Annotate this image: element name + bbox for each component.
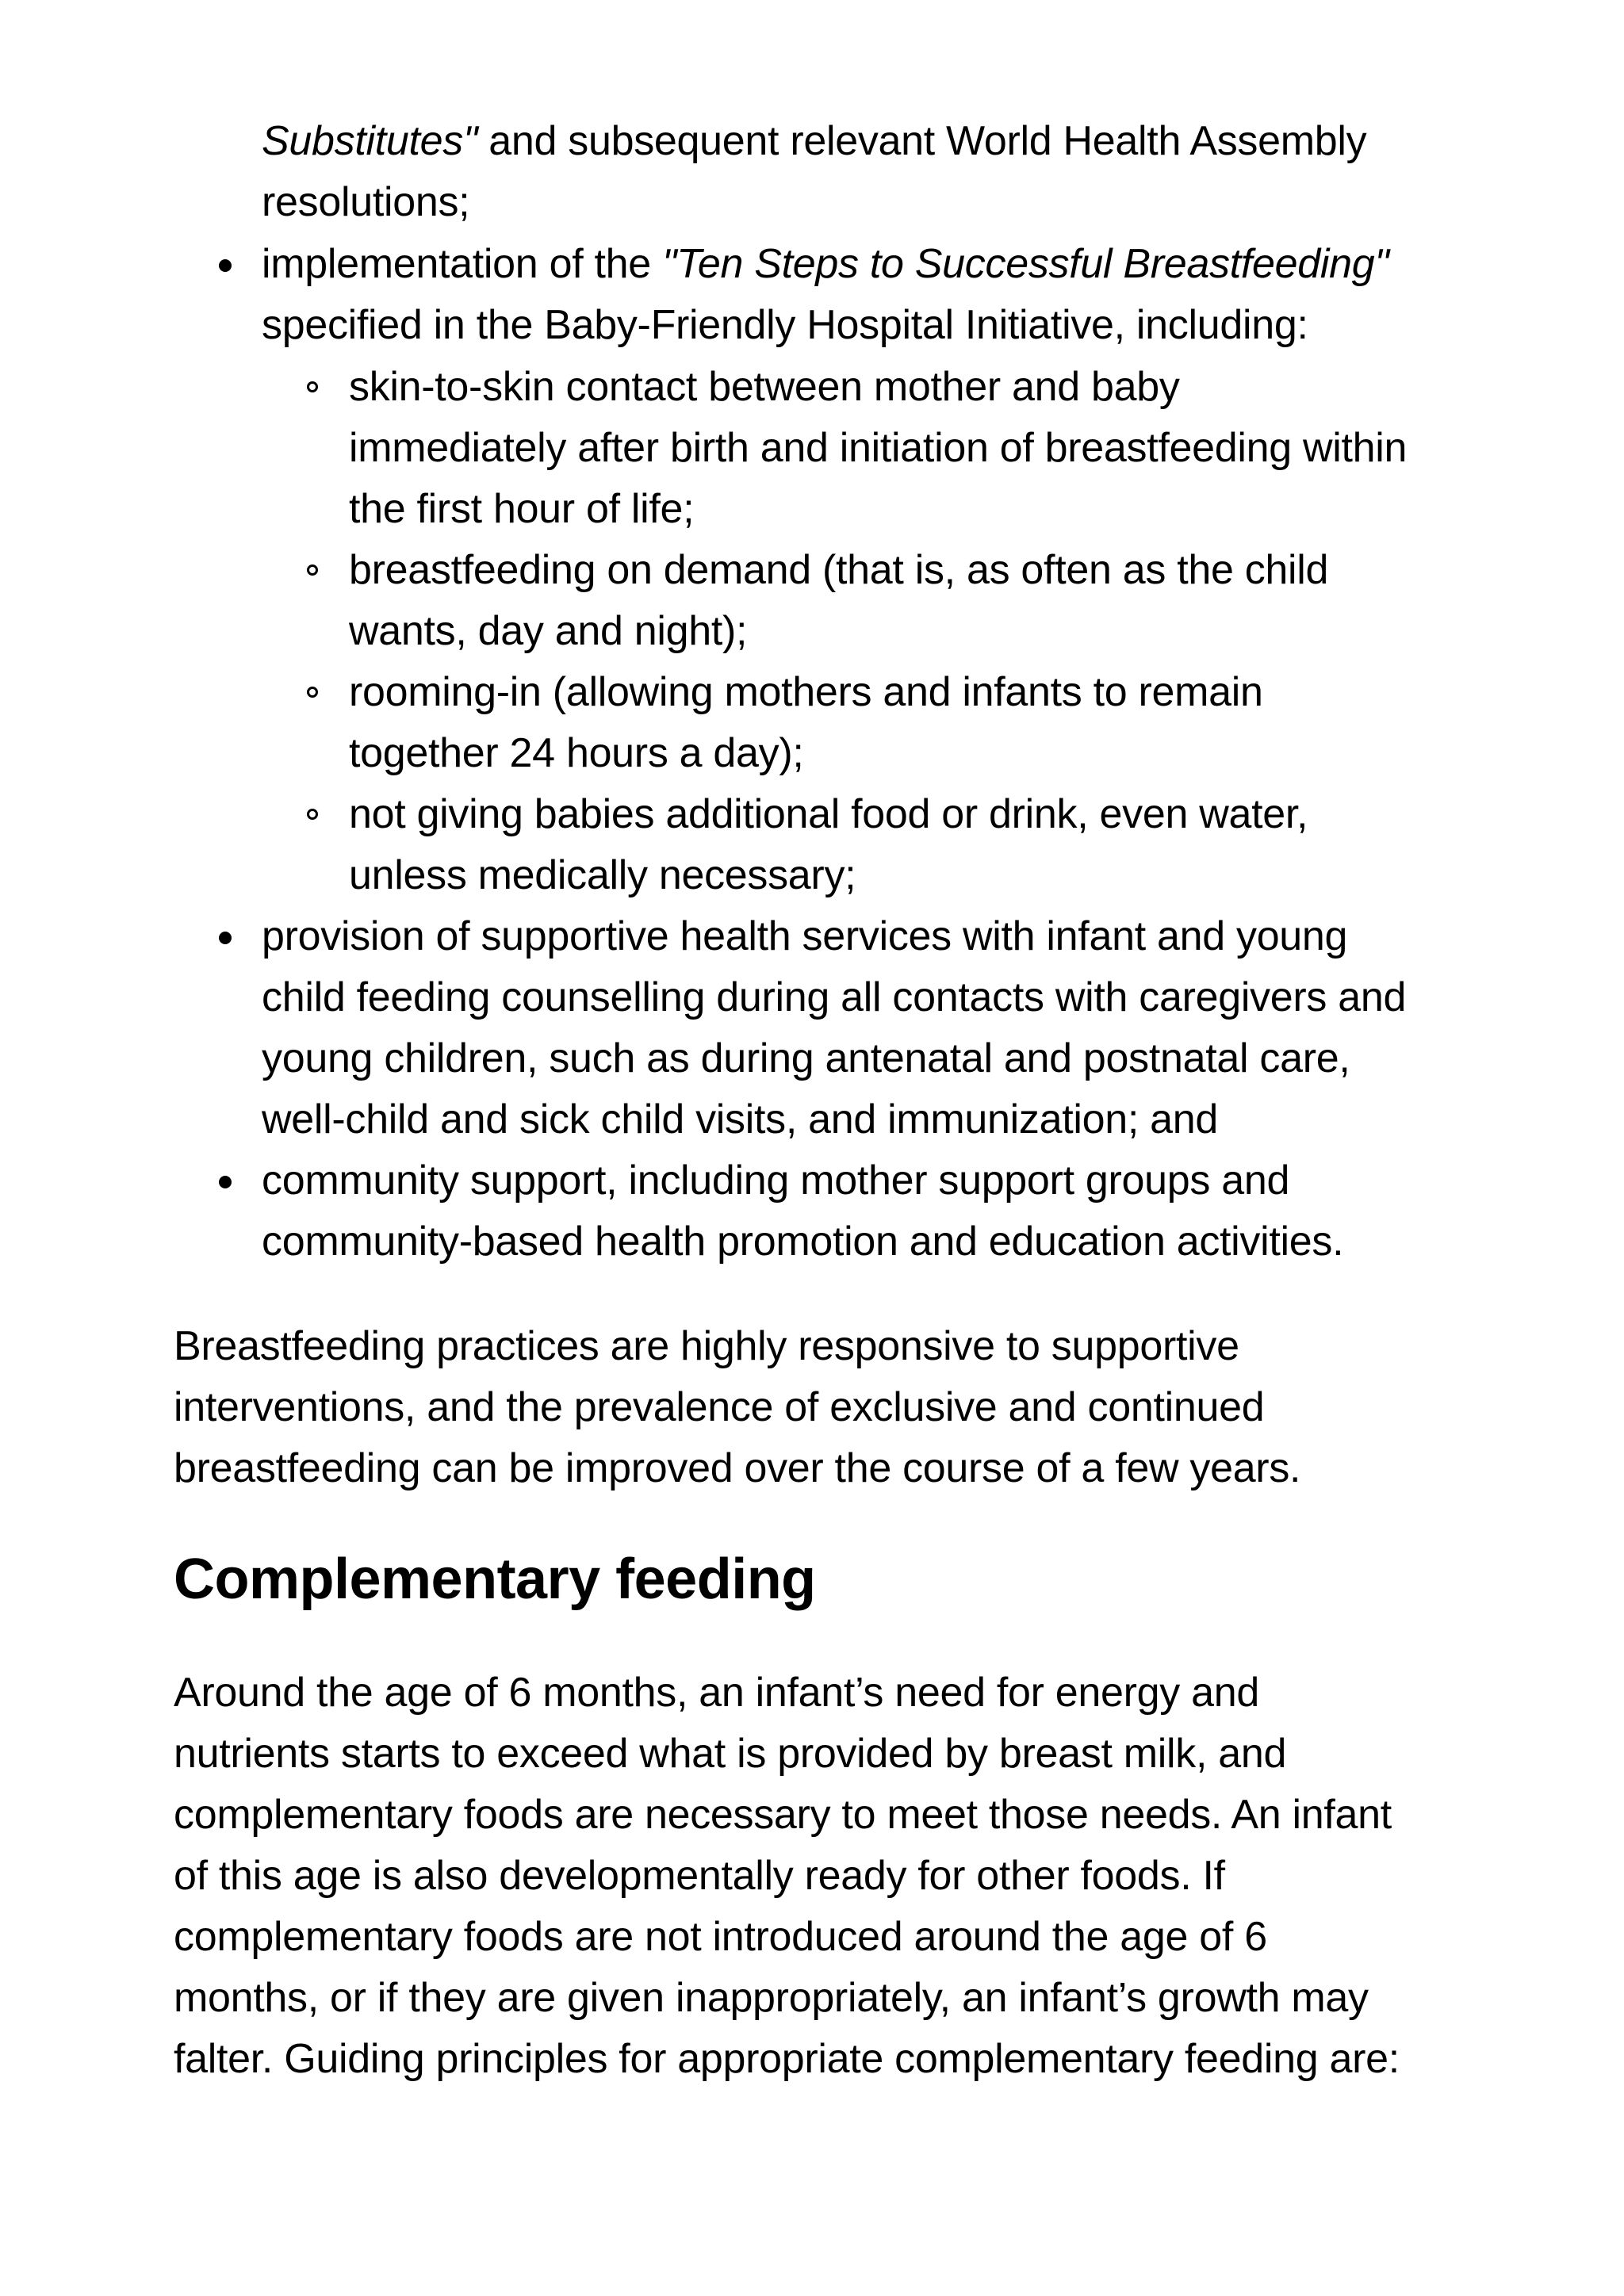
bullet-disc-icon: [219, 259, 232, 272]
paragraph-text: nutrients starts to exceed what is provided by breast milk, and: [174, 1731, 1287, 1777]
paragraph-text: months, or if they are given inappropriately, an infant’s growth may: [174, 1975, 1369, 2021]
sub-list-text: the first hour of life;: [349, 486, 695, 532]
section-heading: Complementary feeding: [174, 1548, 816, 1611]
bullet-circle-icon: [307, 687, 318, 698]
list-text: provision of supportive health services with infant and young: [262, 913, 1348, 959]
sub-list-text: rooming-in (allowing mothers and infants to remain: [349, 669, 1263, 715]
sub-list-text: immediately after birth and initiation of breastfeeding within: [349, 425, 1408, 471]
list-item-continuation: [262, 111, 1366, 172]
list-text: implementation of the: [262, 241, 663, 287]
paragraph-text: of this age is also developmentally ready for other foods. If: [174, 1853, 1225, 1899]
list-text: resolutions;: [262, 179, 470, 225]
list-text: well-child and sick child visits, and immunization; and: [262, 1096, 1219, 1142]
bullet-disc-icon: [219, 932, 232, 944]
paragraph-text: interventions, and the prevalence of exclusive and continued: [174, 1384, 1265, 1430]
sub-list-text: unless medically necessary;: [349, 852, 856, 898]
sub-list-text: wants, day and night);: [349, 608, 748, 654]
bullet-circle-icon: [307, 564, 318, 576]
sub-list-text: skin-to-skin contact between mother and baby: [349, 364, 1180, 410]
sub-list-text: not giving babies additional food or drink, even water,: [349, 791, 1308, 837]
list-text: and subsequent relevant World Health Assembly: [477, 118, 1367, 164]
list-text: community-based health promotion and education activities.: [262, 1219, 1344, 1265]
list-text: child feeding counselling during all contacts with caregivers and: [262, 974, 1407, 1020]
italic-title: "Ten Steps to Successful Breastfeeding": [662, 241, 1389, 287]
italic-title: Substitutes": [262, 118, 478, 164]
paragraph-text: Breastfeeding practices are highly responsive to supportive: [174, 1323, 1239, 1369]
bullet-disc-icon: [219, 1176, 232, 1188]
list-item-ten-steps: [262, 234, 1389, 295]
list-text: specified in the Baby-Friendly Hospital Initiative, including:: [262, 302, 1308, 348]
paragraph-text: complementary foods are necessary to meet those needs. An infant: [174, 1792, 1392, 1838]
paragraph-text: Around the age of 6 months, an infant’s need for energy and: [174, 1670, 1259, 1716]
paragraph-text: breastfeeding can be improved over the course of a few years.: [174, 1445, 1301, 1491]
sub-list-text: together 24 hours a day);: [349, 730, 804, 776]
paragraph-text: falter. Guiding principles for appropriate complementary feeding are:: [174, 2036, 1400, 2082]
list-text: community support, including mother support groups and: [262, 1158, 1290, 1203]
bullet-circle-icon: [307, 381, 318, 392]
sub-list-text: breastfeeding on demand (that is, as often as the child: [349, 547, 1329, 593]
paragraph-text: complementary foods are not introduced around the age of 6: [174, 1914, 1267, 1960]
list-text: young children, such as during antenatal and postnatal care,: [262, 1035, 1350, 1081]
bullet-circle-icon: [307, 809, 318, 820]
